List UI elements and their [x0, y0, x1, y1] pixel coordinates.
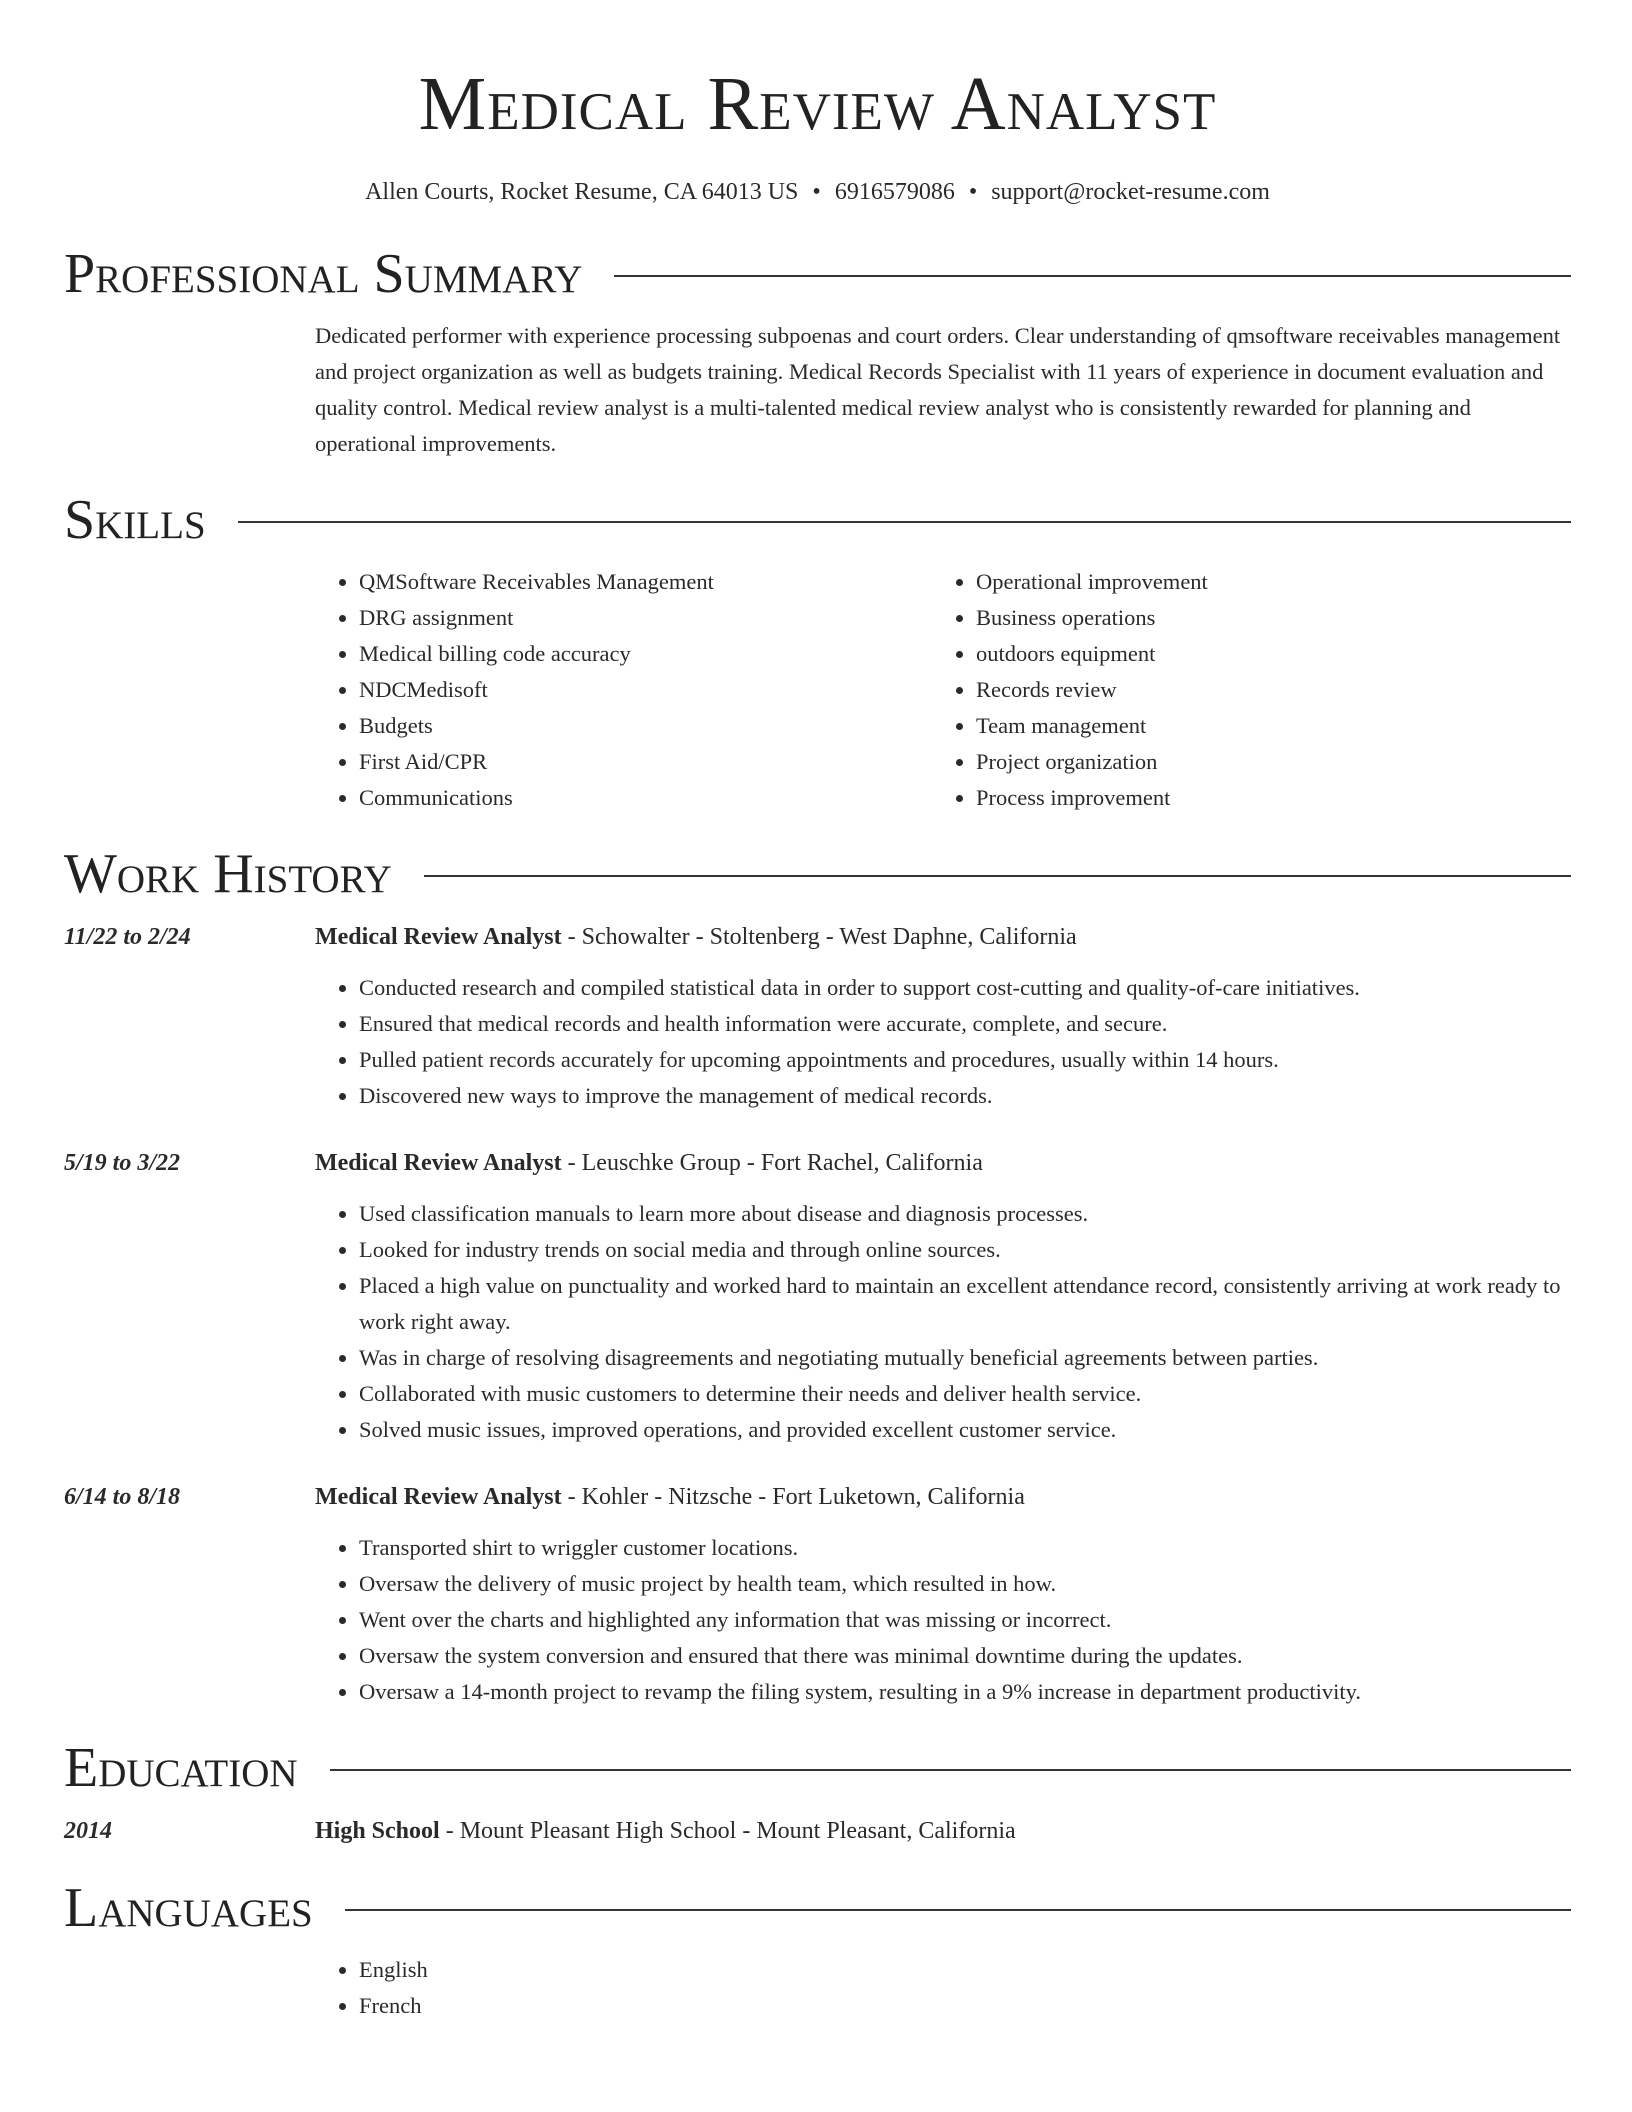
resume-page: [64, 0, 1571, 2024]
section-work-header: [64, 842, 1571, 906]
section-divider: [330, 1769, 1571, 1771]
skill-item: • Communications: [359, 780, 932, 816]
job-entry: [64, 1480, 1571, 1710]
job-bullet: • Looked for industry trends on social media and through online sources.: [359, 1232, 1571, 1268]
job-bullet: • Discovered new ways to improve the management of medical records.: [359, 1078, 1571, 1114]
skill-item: • Budgets: [359, 708, 932, 744]
job-dates: 6/14 to 8/18: [64, 1484, 181, 1510]
job-bullets: [315, 1196, 1571, 1448]
skill-item: • Business operations: [976, 600, 1549, 636]
section-divider: [238, 521, 1571, 523]
job-heading: [315, 1480, 1025, 1514]
language-item: • English: [359, 1952, 1571, 1988]
job-title: Medical Review Analyst: [315, 1150, 562, 1176]
job-header-row: [64, 1480, 1571, 1514]
job-bullet: • Transported shirt to wriggler customer locations.: [359, 1530, 1571, 1566]
skill-item: • DRG assignment: [359, 600, 932, 636]
skill-item: • Medical billing code accuracy: [359, 636, 932, 672]
job-bullet: • Oversaw the system conversion and ensured that there was minimal downtime during the updates.: [359, 1638, 1571, 1674]
education-heading: [315, 1814, 1016, 1848]
job-company-location: - Schowalter - Stoltenberg - West Daphne, California: [561, 924, 1077, 950]
section-languages-header: [64, 1876, 1571, 1940]
education-degree: High School: [315, 1818, 440, 1844]
resume-title: Medical Review Analyst: [418, 62, 1217, 146]
contact-separator: •: [968, 179, 978, 205]
job-header-row: [64, 920, 1571, 954]
languages-list: [315, 1952, 1571, 2024]
job-bullet: • Pulled patient records accurately for upcoming appointments and procedures, usually within 14 hours.: [359, 1042, 1571, 1078]
skill-item: • Project organization: [976, 744, 1549, 780]
languages-block: [315, 1952, 1571, 2024]
job-bullet: • Conducted research and compiled statistical data in order to support cost-cutting and quality-of-care initiatives.: [359, 970, 1571, 1006]
section-heading-summary: Professional Summary: [64, 243, 583, 305]
education-entry: [64, 1814, 1571, 1848]
contact-email[interactable]: support@rocket-resume.com: [991, 179, 1270, 205]
skill-item: • Team management: [976, 708, 1549, 744]
contact-address: Allen Courts, Rocket Resume, CA 64013 US: [365, 179, 799, 205]
job-dates: 11/22 to 2/24: [64, 924, 191, 950]
job-entry: [64, 1146, 1571, 1448]
skill-item: • Process improvement: [976, 780, 1549, 816]
job-heading: [315, 1146, 983, 1180]
job-bullet: • Used classification manuals to learn more about disease and diagnosis processes.: [359, 1196, 1571, 1232]
contact-line: [64, 176, 1571, 208]
job-bullet: • Was in charge of resolving disagreements and negotiating mutually beneficial agreements between parties.: [359, 1340, 1571, 1376]
job-bullet: • Solved music issues, improved operations, and provided excellent customer service.: [359, 1412, 1571, 1448]
job-bullet: • Placed a high value on punctuality and worked hard to maintain an excellent attendance record, consistently arriving at work ready to work right away.: [359, 1268, 1571, 1340]
job-title: Medical Review Analyst: [315, 1484, 562, 1510]
job-company-location: - Kohler - Nitzsche - Fort Luketown, California: [561, 1484, 1025, 1510]
job-company-location: - Leuschke Group - Fort Rachel, California: [561, 1150, 983, 1176]
job-dates: 5/19 to 3/22: [64, 1150, 181, 1176]
summary-text: Dedicated performer with experience processing subpoenas and court orders. Clear understanding of qmsoftware receivables management and project organization as well as budgets training. Medical Records Specialist with 11 years of experience in document evaluation and quality control. Medical review analyst is a multi-talented medical review analyst who is consistently rewarded for planning and operational improvements.: [315, 323, 1561, 456]
job-bullet-list: [315, 970, 1571, 1114]
job-bullet: • Oversaw a 14-month project to revamp the filing system, resulting in a 9% increase in department productivity.: [359, 1674, 1571, 1710]
section-education-header: [64, 1736, 1571, 1800]
section-heading-languages: Languages: [64, 1877, 313, 1939]
section-divider: [424, 875, 1571, 877]
contact-separator: •: [812, 179, 821, 205]
section-divider: [614, 275, 1571, 277]
skill-item: • outdoors equipment: [976, 636, 1549, 672]
job-bullets: [315, 1530, 1571, 1710]
job-entry: [64, 920, 1571, 1114]
education-year: 2014: [64, 1818, 112, 1844]
job-bullet: • Ensured that medical records and health information were accurate, complete, and secure.: [359, 1006, 1571, 1042]
job-header-row: [64, 1146, 1571, 1180]
skill-item: • First Aid/CPR: [359, 744, 932, 780]
job-bullet: • Oversaw the delivery of music project by health team, which resulted in how.: [359, 1566, 1571, 1602]
skill-item: • NDCMedisoft: [359, 672, 932, 708]
skill-item: • Records review: [976, 672, 1549, 708]
section-skills-header: [64, 488, 1571, 552]
job-heading: [315, 920, 1077, 954]
job-title: Medical Review Analyst: [315, 924, 562, 950]
section-heading-work: Work History: [64, 843, 392, 905]
skill-item: • Operational improvement: [976, 564, 1549, 600]
job-bullets: [315, 970, 1571, 1114]
skill-item: • QMSoftware Receivables Management: [359, 564, 932, 600]
section-heading-skills: Skills: [64, 489, 206, 551]
section-divider: [345, 1909, 1571, 1911]
skills-list-right: [932, 564, 1549, 816]
contact-phone: 6916579086: [834, 179, 955, 205]
job-bullet: • Collaborated with music customers to determine their needs and deliver health service.: [359, 1376, 1571, 1412]
skills-block: [315, 564, 1571, 816]
job-bullet-list: [315, 1196, 1571, 1448]
summary-block: [315, 318, 1571, 462]
section-summary-header: [64, 242, 1571, 306]
job-bullet-list: [315, 1530, 1571, 1710]
job-bullet: • Went over the charts and highlighted any information that was missing or incorrect.: [359, 1602, 1571, 1638]
language-item: • French: [359, 1988, 1571, 2024]
education-school-location: - Mount Pleasant High School - Mount Pleasant, California: [439, 1818, 1016, 1844]
skills-list-left: [315, 564, 932, 816]
section-heading-education: Education: [64, 1737, 298, 1799]
